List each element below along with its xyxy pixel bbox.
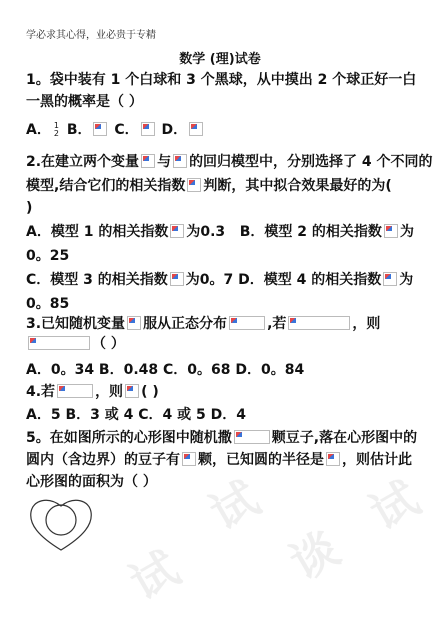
- formula-image-icon: [28, 336, 90, 350]
- formula-image-icon: [288, 316, 350, 330]
- question-2-line-2: 模型,结合它们的相关指数 判断，其中拟合效果最好的为(: [26, 178, 392, 194]
- formula-image-icon: [141, 154, 155, 168]
- option-b-label: B．: [66, 122, 92, 138]
- formula-image-icon: [187, 178, 201, 192]
- question-1-options: [26, 120, 205, 140]
- formula-image-icon: [384, 224, 398, 238]
- question-3-options: A．0。34 B．0.48 C．0。68 D．0。84: [26, 362, 305, 378]
- question-4-options: A．5 B．3 或 4 C．4 或 5 D．4: [26, 407, 246, 423]
- formula-image-icon: [383, 272, 397, 286]
- question-2-line-7: 0。85: [26, 296, 70, 312]
- question-1-line-1: 1。袋中装有 1 个白球和 3 个黑球，从中摸出 2 个球正好一白: [26, 72, 417, 88]
- watermark: 试: [121, 540, 188, 611]
- option-d-label: D．: [161, 122, 188, 138]
- question-2-line-1: 2.在建立两个变量 与 的回归模型中，分别选择了 4 个不同的: [26, 154, 433, 170]
- question-2-options-ab: A．模型 1 的相关指数 为0.3 B．模型 2 的相关指数 为: [26, 224, 414, 240]
- option-c-label: C．: [114, 122, 139, 138]
- question-2-line-5: 0。25: [26, 248, 70, 264]
- formula-image-icon: [170, 272, 184, 286]
- question-1-line-2: 一黑的概率是（ ）: [26, 94, 143, 110]
- fraction-one-half: 1 2: [53, 121, 59, 138]
- formula-image-icon: [57, 384, 93, 398]
- page-header: 学必求其心得，业必贵于专精: [26, 30, 156, 41]
- formula-image-icon: [189, 122, 203, 136]
- question-5-line-1: 5。在如图所示的心形图中随机撒 颗豆子,落在心形图中的: [26, 430, 418, 446]
- question-2-line-3: ): [26, 200, 33, 216]
- question-5-line-3: 心形图的面积为（ ）: [26, 474, 157, 490]
- formula-image-icon: [326, 452, 340, 466]
- formula-image-icon: [170, 224, 184, 238]
- formula-image-icon: [93, 122, 107, 136]
- formula-image-icon: [125, 384, 139, 398]
- formula-image-icon: [182, 452, 196, 466]
- formula-image-icon: [127, 316, 141, 330]
- page-title: 数学 (理)试卷: [179, 52, 261, 67]
- question-3-line-2: （ ）: [26, 334, 125, 354]
- formula-image-icon: [234, 430, 270, 444]
- watermark: 试: [361, 470, 428, 541]
- watermark: 试: [201, 470, 268, 541]
- formula-image-icon: [229, 316, 265, 330]
- question-2-options-cd: C．模型 3 的相关指数 为0。7 D．模型 4 的相关指数 为: [26, 272, 414, 288]
- watermark: 谈: [281, 520, 348, 591]
- option-a-label: A．: [26, 122, 51, 138]
- heart-figure: [26, 494, 96, 554]
- formula-image-icon: [141, 122, 155, 136]
- question-4-line-1: 4.若 ，则 ( ): [26, 384, 159, 400]
- question-3-line-1: 3.已知随机变量 服从正态分布 ,若 ，则: [26, 316, 381, 332]
- formula-image-icon: [173, 154, 187, 168]
- question-5-line-2: 圆内（含边界）的豆子有 颗，已知圆的半径是 ，则估计此: [26, 452, 412, 468]
